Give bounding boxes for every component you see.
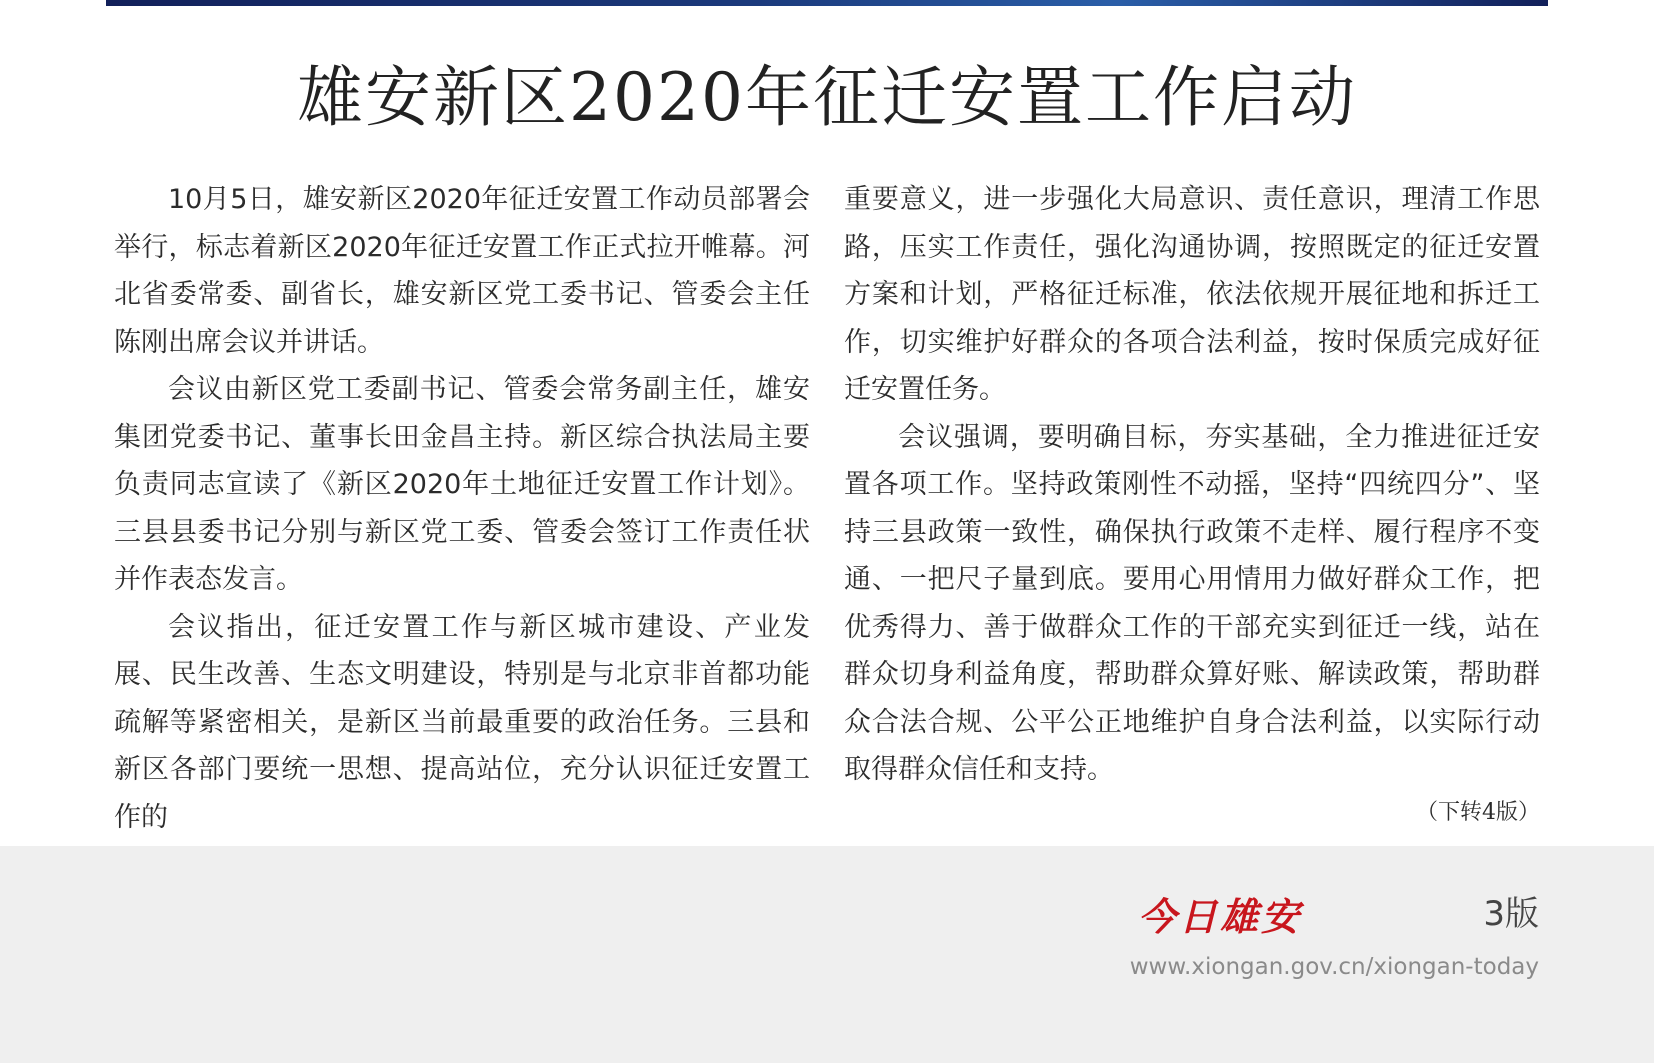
masthead-logo: 今日雄安	[1138, 894, 1303, 939]
top-divider	[106, 0, 1548, 6]
page-number: 3版	[1483, 894, 1539, 934]
paragraph: 会议由新区党工委副书记、管委会常务副主任，雄安集团党委书记、董事长田金昌主持。新区综合执法局主要负责同志宣读了《新区2020年土地征迁安置工作计划》。三县县委书记分别与新区党工委、管委会签订工作责任状并作表态发言。	[114, 374, 810, 595]
right-column	[844, 176, 1540, 841]
page-title: 雄安新区2020年征迁安置工作启动	[297, 59, 1357, 136]
site-url[interactable]: www.xiongan.gov.cn/xiongan-today	[1129, 954, 1539, 980]
paragraph-continued: 重要意义，进一步强化大局意识、责任意识，理清工作思路，压实工作责任，强化沟通协调，按照既定的征迁安置方案和计划，严格征迁标准，依法依规开展征地和拆迁工作，切实维护好群众的各项合法利益，按时保质完成好征迁安置任务。	[844, 184, 1540, 405]
page-footer	[0, 846, 1654, 1063]
paragraph: 10月5日，雄安新区2020年征迁安置工作动员部署会举行，标志着新区2020年征迁安置工作正式拉开帷幕。河北省委常委、副省长，雄安新区党工委书记、管委会主任陈刚出席会议并讲话。	[114, 184, 810, 358]
article-body	[114, 176, 1540, 841]
paragraph: 会议指出，征迁安置工作与新区城市建设、产业发展、民生改善、生态文明建设，特别是与北京非首都功能疏解等紧密相关，是新区当前最重要的政治任务。三县和新区各部门要统一思想、提高站位，充分认识征迁安置工作的	[114, 611, 810, 833]
paragraph: 会议强调，要明确目标，夯实基础，全力推进征迁安置各项工作。坚持政策刚性不动摇，坚持“四统四分”、坚持三县政策一致性，确保执行政策不走样、履行程序不变通、一把尺子量到底。要用心用情用力做好群众工作，把优秀得力、善于做群众工作的干部充实到征迁一线，站在群众切身利益角度，帮助群众算好账、解读政策，帮助群众合法合规、公平公正地维护自身合法利益，以实际行动取得群众信任和支持。	[844, 421, 1540, 785]
left-column	[114, 176, 810, 841]
continued-note: （下转4版）	[1416, 799, 1540, 825]
